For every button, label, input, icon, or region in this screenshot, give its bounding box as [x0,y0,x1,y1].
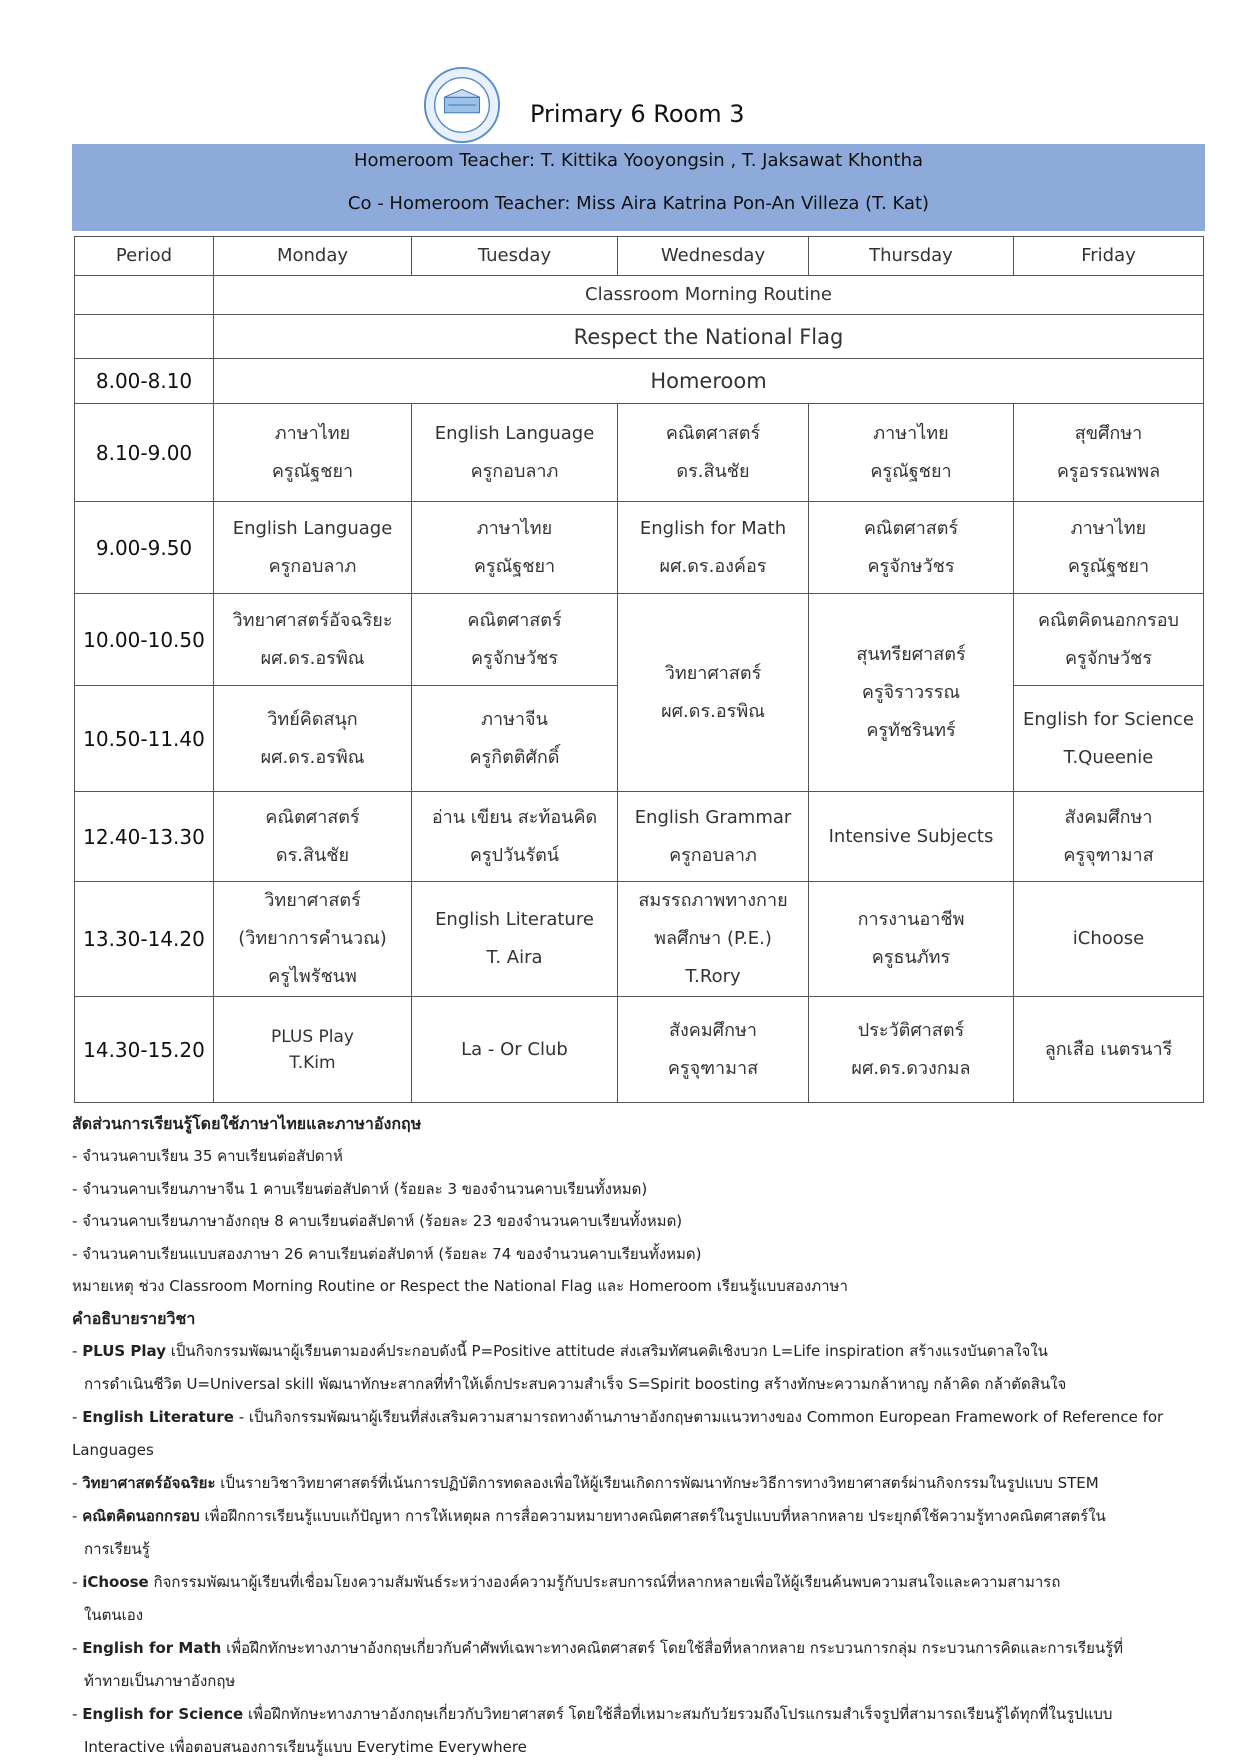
class-cell [412,594,618,686]
class-cell [809,792,1014,882]
header-period: Period [75,237,214,276]
cell-text: คณิตศาสตร์ [863,517,959,539]
period-time: 14.30-15.20 [75,997,214,1103]
cell-text: ครูทัชรินทร์ [866,719,956,741]
ratio-bullet: - จำนวนคาบเรียนแบบสองภาษา 26 คาบเรียนต่อสัปดาห์ (ร้อยละ 74 ของจำนวนคาบเรียนทั้งหมด) [72,1244,702,1263]
class-cell [214,792,412,882]
description-text: เพื่อฝึกทักษะทางภาษาอังกฤษเกี่ยวกับวิทยาศาสตร์ โดยใช้สื่อที่เหมาะสมกับวัยรวมถึงโปรแกรมสำเร็จรูปที่สามารถเรียนรู้ได้ทุกที่ในรูปแบบ [243,1704,1113,1723]
header-friday: Friday [1014,237,1204,276]
cell-text: ครูจิราวรรณ [861,681,961,703]
cell-text: ครูณัฐชยา [870,460,952,482]
description-prefix: - [72,1572,83,1591]
cell-text: ดร.สินชัย [676,460,750,482]
cell-text: สังคมศึกษา [1064,806,1153,828]
table-row [75,792,1204,882]
class-cell [618,502,809,594]
description-item [72,1632,1222,1698]
class-cell [214,686,412,792]
routine-period [75,276,214,315]
class-cell [1014,882,1204,997]
description-prefix: - [72,1506,83,1525]
class-cell [412,686,618,792]
cell-text: English Literature [435,909,594,930]
cell-text: ครูจุฑามาส [1063,844,1154,866]
cell-text: คณิตคิดนอกกรอบ [1038,609,1179,631]
cell-text: คณิตศาสตร์ [467,609,562,631]
cell-text: Intensive Subjects [828,825,994,847]
description-continuation: การเรียนรู้ [84,1539,150,1558]
cell-text: iChoose [1072,928,1145,949]
cell-text: ภาษาไทย [1070,517,1147,539]
cell-text: ผศ.ดร.อรพิณ [260,746,365,768]
class-cell [809,882,1014,997]
class-cell [214,882,412,997]
cell-text: ครูปวันรัตน์ [469,844,560,866]
cell-text: ภาษาไทย [476,517,553,539]
class-cell [1014,997,1204,1103]
cell-text: T.Kim [289,1052,336,1073]
ratio-bullet: - จำนวนคาบเรียนภาษาจีน 1 คาบเรียนต่อสัปดาห์ (ร้อยละ 3 ของจำนวนคาบเรียนทั้งหมด) [72,1179,648,1198]
description-item [72,1335,1222,1401]
class-cell [412,882,618,997]
cell-text: ครูจักษวัชร [1064,647,1152,669]
cell-text: ประวัติศาสตร์ [857,1019,965,1041]
cell-text: ผศ.ดร.อรพิณ [260,647,365,669]
cell-text: T. Aira [486,947,543,968]
flag-cell: Respect the National Flag [214,315,1204,359]
class-cell [214,594,412,686]
ratio-bullet: - จำนวนคาบเรียน 35 คาบเรียนต่อสัปดาห์ [72,1147,343,1165]
cell-text: อ่าน เขียน สะท้อนคิด [431,806,598,828]
cell-text: วิทยาศาสตร์ [264,890,361,911]
homeroom-cell: Homeroom [214,359,1204,404]
class-cell [1014,594,1204,686]
cell-text: คณิตศาสตร์ [665,422,761,444]
cell-text: วิทย์คิดสนุก [267,708,358,730]
class-cell [412,404,618,502]
class-cell [412,997,618,1103]
cell-text: ผศ.ดร.ดวงกมล [851,1057,971,1079]
cell-text: ครูกิตติศักดิ์ [469,746,560,768]
class-cell [618,594,809,792]
homeroom-row [75,359,1204,404]
table-row [75,594,1204,686]
class-cell [1014,502,1204,594]
cell-text: ครูไพรัชนพ [268,966,357,987]
class-cell [809,997,1014,1103]
cell-text: PLUS Play [271,1026,354,1047]
routine-cell: Classroom Morning Routine [214,276,1204,315]
remark: หมายเหตุ ช่วง Classroom Morning Routine or Respect the National Flag และ Homeroom เรียนรู้แบบสองภาษา [72,1277,848,1295]
description-prefix: - [72,1704,83,1723]
table-row [75,404,1204,502]
description-heading: คำอธิบายรายวิชา [72,1308,196,1328]
cell-text: สุขศึกษา [1074,422,1143,444]
period-time: 13.30-14.20 [75,882,214,997]
cell-text: La - Or Club [461,1038,568,1060]
cell-text: ภาษาไทย [873,422,949,444]
homeroom-teacher: Homeroom Teacher: T. Kittika Yooyongsin , T. Jaksawat Khontha [353,150,924,171]
cell-text: ภาษาไทย [274,422,351,444]
ratio-bullet: - จำนวนคาบเรียนภาษาอังกฤษ 8 คาบเรียนต่อสัปดาห์ (ร้อยละ 23 ของจำนวนคาบเรียนทั้งหมด) [72,1212,683,1230]
description-term: English Literature [82,1407,234,1426]
cell-text: ครูณัฐชยา [271,460,354,482]
co-homeroom-teacher: Co - Homeroom Teacher: Miss Aira Katrina Pon-An Villeza (T. Kat) [347,193,930,214]
period-time: 12.40-13.30 [75,792,214,882]
class-cell [1014,686,1204,792]
description-item [72,1401,1222,1467]
description-text: เป็นกิจกรรมพัฒนาผู้เรียนตามองค์ประกอบดังนี้ P=Positive attitude ส่งเสริมทัศนคติเชิงบวก L=Life inspiration สร้างแรงบันดาลใจใน [165,1341,1048,1360]
description-item [72,1500,1222,1566]
description-prefix: - [72,1407,83,1426]
description-list [72,1335,1222,1764]
cell-text: ลูกเสือ เนตรนารี [1044,1038,1173,1060]
header-row [75,237,1204,276]
description-term: English for Math [82,1638,222,1657]
class-cell [1014,792,1204,882]
cell-text: (วิทยาการคำนวณ) [238,928,387,949]
ratio-heading: สัดส่วนการเรียนรู้โดยใช้ภาษาไทยและภาษาอังกฤษ [72,1114,422,1133]
period-time: 10.00-10.50 [75,594,214,686]
cell-text: ครูณัฐชยา [473,555,556,577]
cell-text: T.Queenie [1063,746,1154,768]
cell-text: T.Rory [685,966,741,987]
cell-text: ครูกอบลาภ [268,555,357,577]
description-continuation: ท้าทายเป็นภาษาอังกฤษ [84,1671,236,1690]
teacher-band [72,144,1205,231]
cell-text: English Language [232,517,393,539]
cell-text: ดร.สินชัย [275,844,350,866]
routine-row [75,276,1204,315]
cell-text: English for Science [1023,708,1194,730]
description-prefix: - [72,1473,83,1492]
description-item [72,1698,1222,1764]
cell-text: ครูอรรณพพล [1056,460,1161,482]
cell-text: สังคมศึกษา [669,1019,757,1041]
cell-text: สุนทรียศาสตร์ [856,643,966,665]
description-item [72,1467,1222,1500]
class-cell [214,997,412,1103]
cell-text: ภาษาจีน [481,708,548,730]
cell-text: วิทยาศาสตร์อัจฉริยะ [232,609,393,631]
class-cell [809,502,1014,594]
flag-row [75,315,1204,359]
cell-text: ผศ.ดร.องค์อร [659,555,767,577]
timetable [74,236,1204,1103]
cell-text: ผศ.ดร.อรพิณ [661,700,765,722]
cell-text: การงานอาชีพ [857,909,965,930]
description-text: เพื่อฝึกทักษะทางภาษาอังกฤษเกี่ยวกับคำศัพท์เฉพาะทางคณิตศาสตร์ โดยใช้สื่อที่หลากหลาย กระบวนการกลุ่ม กระบวนการคิดและการเรียนรู้ที่ [221,1638,1124,1657]
cell-text: ครูธนภัทร [871,947,951,968]
description-text: - เป็นกิจกรรมพัฒนาผู้เรียนที่ส่งเสริมความสามารถทางด้านภาษาอังกฤษตามแนวทางของ Common European Framework of Reference for Languages [72,1407,1164,1459]
header-wednesday: Wednesday [618,237,809,276]
cell-text: ครูกอบลาภ [669,844,757,866]
table-row [75,882,1204,997]
cell-text: English for Math [639,517,787,539]
cell-text: ครูกอบลาภ [470,460,559,482]
description-text: เป็นรายวิชาวิทยาศาสตร์ที่เน้นการปฏิบัติการทดลองเพื่อให้ผู้เรียนเกิดการพัฒนาทักษะวิธีการทางวิทยาศาสตร์ผ่านกิจกรรมในรูปแบบ STEM [215,1473,1099,1492]
period-time: 8.10-9.00 [75,404,214,502]
notes-section [72,1108,1222,1764]
cell-text: ครูณัฐชยา [1067,555,1150,577]
cell-text: ครูจุฑามาส [667,1057,759,1079]
description-prefix: - [72,1638,83,1657]
description-continuation: ในตนเอง [84,1605,144,1624]
page-title: Primary 6 Room 3 [530,100,745,128]
header-thursday: Thursday [809,237,1014,276]
flag-period [75,315,214,359]
class-cell [412,792,618,882]
description-text: กิจกรรมพัฒนาผู้เรียนที่เชื่อมโยงความสัมพันธ์ระหว่างองค์ความรู้กับประสบการณ์ที่หลากหลายเพื่อให้ผู้เรียนค้นพบความสนใจและความสามารถ [148,1572,1061,1591]
description-continuation: Interactive เพื่อตอบสนองการเรียนรู้แบบ Everytime Everywhere [84,1737,527,1756]
school-logo-icon [423,66,501,144]
class-cell [618,882,809,997]
class-cell [618,997,809,1103]
period-time: 8.00-8.10 [75,359,214,404]
cell-text: English Language [434,422,595,444]
cell-text: ครูจักษวัชร [867,555,955,577]
class-cell [1014,404,1204,502]
header-monday: Monday [214,237,412,276]
description-term: คณิตคิดนอกกรอบ [82,1506,200,1525]
table-row [75,502,1204,594]
cell-text: English Grammar [634,806,792,828]
description-term: วิทยาศาสตร์อัจฉริยะ [82,1473,216,1492]
cell-text: สมรรถภาพทางกาย [638,890,788,911]
class-cell [809,404,1014,502]
description-continuation: การดำเนินชีวิต U=Universal skill พัฒนาทักษะสากลที่ทำให้เด็กประสบความสำเร็จ S=Spirit boosting สร้างทักษะความกล้าหาญ กล้าคิด กล้าตัดสินใจ [84,1374,1067,1393]
period-time: 10.50-11.40 [75,686,214,792]
class-cell [618,792,809,882]
description-term: iChoose [82,1572,149,1591]
description-item [72,1566,1222,1632]
class-cell [618,404,809,502]
class-cell [809,594,1014,792]
cell-text: ครูจักษวัชร [470,647,558,669]
description-term: English for Science [82,1704,244,1723]
header-tuesday: Tuesday [412,237,618,276]
class-cell [412,502,618,594]
cell-text: วิทยาศาสตร์ [664,662,762,684]
cell-text: พลศึกษา (P.E.) [654,928,772,949]
cell-text: คณิตศาสตร์ [265,806,360,828]
table-row [75,997,1204,1103]
description-term: PLUS Play [82,1341,166,1360]
class-cell [214,404,412,502]
description-text: เพื่อฝึกการเรียนรู้แบบแก้ปัญหา การให้เหตุผล การสื่อความหมายทางคณิตศาสตร์ในรูปแบบที่หลากหลาย ประยุกต์ใช้ความรู้ทางคณิตศาสตร์ใน [199,1506,1106,1525]
description-prefix: - [72,1341,83,1360]
period-time: 9.00-9.50 [75,502,214,594]
class-cell [214,502,412,594]
